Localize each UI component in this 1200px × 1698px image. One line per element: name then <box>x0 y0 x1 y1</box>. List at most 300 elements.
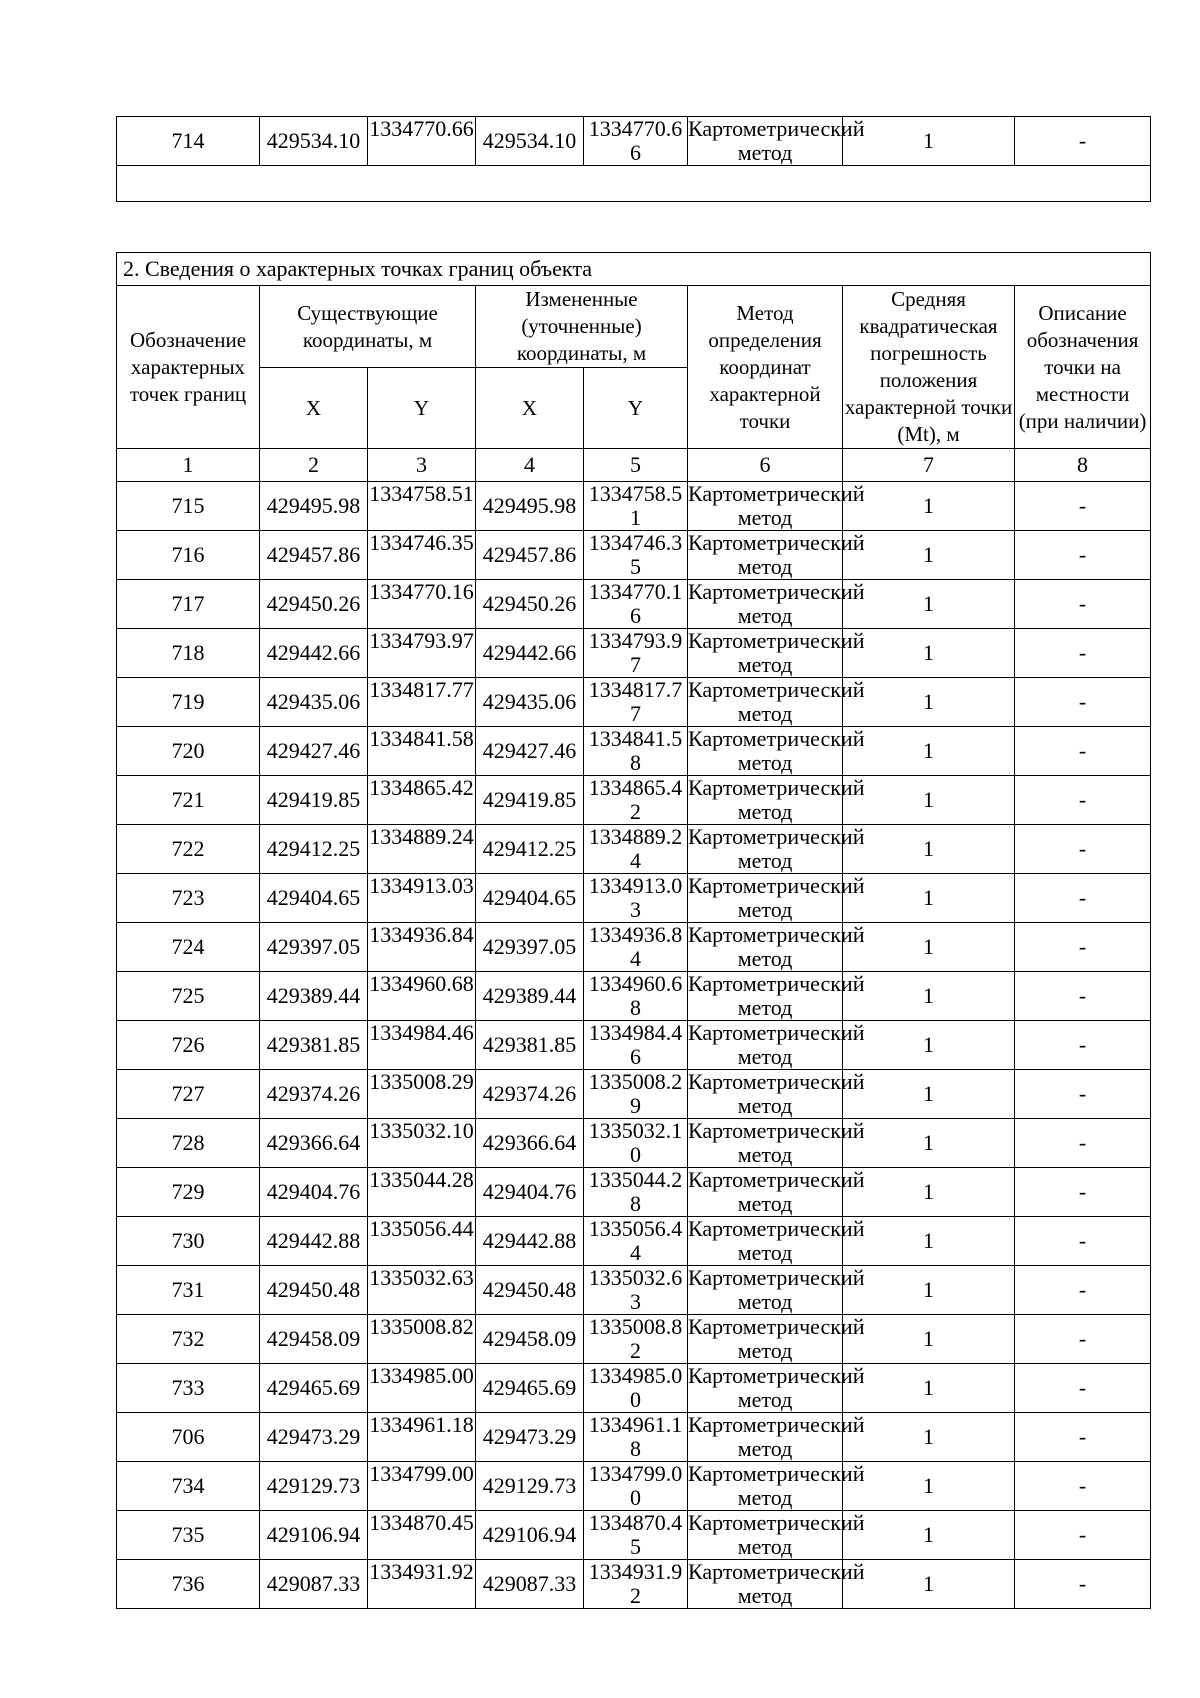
existing-y-cell-text: 1334985.00 <box>369 1363 474 1388</box>
point-id-cell-text: 728 <box>171 1130 205 1155</box>
mt-cell-text: 1 <box>923 1277 934 1302</box>
point-id-cell-text: 723 <box>171 885 205 910</box>
existing-x-cell <box>260 580 368 629</box>
description-cell <box>1015 1266 1151 1315</box>
method-cell-text: Картометрический метод <box>688 1069 865 1118</box>
table-row <box>117 580 1151 629</box>
point-id-cell <box>117 776 260 825</box>
method-cell <box>688 1363 865 1413</box>
existing-y-cell <box>368 117 476 166</box>
changed-x-cell-text: 429106.94 <box>482 1522 577 1547</box>
changed-y-cell-text: 1334931.92 <box>588 1559 683 1608</box>
existing-y-cell <box>368 1266 476 1315</box>
description-cell-text: - <box>1078 1522 1087 1547</box>
point-id-cell-text: 706 <box>171 1424 205 1449</box>
existing-x-cell-text: 429404.65 <box>266 885 361 910</box>
table-row <box>117 1217 1151 1266</box>
header-method: Метод определения координат характерной точки <box>688 286 843 449</box>
method-cell <box>688 1314 865 1364</box>
point-id-cell-text: 725 <box>171 983 205 1008</box>
changed-x-cell <box>476 1364 584 1413</box>
mt-cell-text: 1 <box>923 738 934 763</box>
table-row <box>117 1560 1151 1609</box>
point-id-cell-text: 724 <box>171 934 205 959</box>
mt-cell-text: 1 <box>923 983 934 1008</box>
mt-cell-text: 1 <box>923 1032 934 1057</box>
existing-x-cell-text: 429442.88 <box>266 1228 361 1253</box>
method-cell <box>688 726 865 776</box>
existing-x-cell <box>260 1364 368 1413</box>
changed-y-cell <box>584 1413 688 1462</box>
header-desc: Описание обозначения точки на местности (при наличии) <box>1015 286 1151 449</box>
changed-x-cell-text: 429087.33 <box>482 1571 577 1596</box>
changed-y-cell <box>584 1462 688 1511</box>
table-row <box>117 678 1151 727</box>
existing-y-cell-text: 1334758.51 <box>369 481 474 506</box>
changed-y-cell-text: 1334746.35 <box>588 530 683 579</box>
description-cell-text: - <box>1078 934 1087 959</box>
description-cell-text: - <box>1078 787 1087 812</box>
description-cell-text: - <box>1078 983 1087 1008</box>
description-cell-text: - <box>1078 640 1087 665</box>
mt-cell-text: 1 <box>923 128 934 153</box>
existing-x-cell-text: 429465.69 <box>266 1375 361 1400</box>
header-existing: Существующие координаты, м <box>260 286 476 368</box>
changed-y-cell-text: 1334936.84 <box>588 922 683 971</box>
method-cell-text: Картометрический метод <box>688 1216 865 1265</box>
description-cell-text: - <box>1078 1326 1087 1351</box>
existing-x-cell <box>260 1021 368 1070</box>
existing-x-cell-text: 429366.64 <box>266 1130 361 1155</box>
changed-y-cell <box>584 825 688 874</box>
description-cell <box>1015 629 1151 678</box>
changed-y-cell-text: 1334817.77 <box>588 677 683 726</box>
changed-x-cell-text: 429534.10 <box>482 128 577 153</box>
mt-cell-text: 1 <box>923 542 934 567</box>
changed-y-cell-text: 1335008.82 <box>588 1314 683 1363</box>
existing-y-cell <box>368 1511 476 1560</box>
point-id-cell-text: 717 <box>171 591 205 616</box>
method-cell <box>688 1020 865 1070</box>
changed-y-cell <box>584 1021 688 1070</box>
table-row <box>117 923 1151 972</box>
changed-y-cell-text: 1334793.97 <box>588 628 683 677</box>
changed-y-cell <box>584 629 688 678</box>
mt-cell-text: 1 <box>923 787 934 812</box>
mt-cell <box>843 1070 1015 1119</box>
changed-x-cell-text: 429458.09 <box>482 1326 577 1351</box>
existing-y-cell <box>368 825 476 874</box>
point-id-cell <box>117 629 260 678</box>
existing-y-cell-text: 1334936.84 <box>369 922 474 947</box>
changed-y-cell-text: 1334770.16 <box>588 579 683 628</box>
description-cell-text: - <box>1078 885 1087 910</box>
mt-cell-text: 1 <box>923 1571 934 1596</box>
changed-y-cell <box>584 531 688 580</box>
changed-y-cell-text: 1335032.63 <box>588 1265 683 1314</box>
method-cell-text: Картометрический метод <box>688 579 865 628</box>
changed-y-cell <box>584 1364 688 1413</box>
point-id-cell-text: 715 <box>171 493 205 518</box>
description-cell-text: - <box>1078 1179 1087 1204</box>
existing-y-cell <box>368 923 476 972</box>
method-cell <box>688 1461 865 1511</box>
description-cell-text: - <box>1078 1424 1087 1449</box>
existing-y-cell <box>368 1364 476 1413</box>
existing-x-cell <box>260 972 368 1021</box>
existing-y-cell <box>368 1119 476 1168</box>
table-row <box>117 482 1151 531</box>
changed-x-cell <box>476 972 584 1021</box>
existing-y-cell <box>368 727 476 776</box>
mt-cell <box>843 117 1015 166</box>
existing-x-cell-text: 429450.26 <box>266 591 361 616</box>
existing-y-cell-text: 1334913.03 <box>369 873 474 898</box>
description-cell-text: - <box>1078 1375 1087 1400</box>
method-cell <box>688 1167 865 1217</box>
changed-x-cell-text: 429366.64 <box>482 1130 577 1155</box>
changed-x-cell <box>476 1560 584 1609</box>
method-cell-text: Картометрический метод <box>688 775 865 824</box>
existing-y-cell-text: 1334865.42 <box>369 775 474 800</box>
point-id-cell <box>117 117 260 166</box>
existing-x-cell-text: 429495.98 <box>266 493 361 518</box>
header-point: Обозначение характерных точек границ <box>117 286 260 449</box>
point-id-cell <box>117 727 260 776</box>
mt-cell <box>843 776 1015 825</box>
mt-cell <box>843 1413 1015 1462</box>
method-cell-text: Картометрический метод <box>688 1363 865 1412</box>
method-cell-text: Картометрический метод <box>688 922 865 971</box>
changed-x-cell-text: 429389.44 <box>482 983 577 1008</box>
method-cell <box>688 922 865 972</box>
changed-x-cell <box>476 923 584 972</box>
existing-y-cell-text: 1334960.68 <box>369 971 474 996</box>
changed-x-cell <box>476 482 584 531</box>
existing-y-cell <box>368 629 476 678</box>
mt-cell-text: 1 <box>923 591 934 616</box>
changed-x-cell-text: 429473.29 <box>482 1424 577 1449</box>
mt-cell <box>843 531 1015 580</box>
description-cell-text: - <box>1078 1277 1087 1302</box>
col-number: 3 <box>368 449 476 482</box>
existing-y-cell <box>368 1462 476 1511</box>
changed-x-cell <box>476 1021 584 1070</box>
existing-x-cell-text: 429381.85 <box>266 1032 361 1057</box>
method-cell-text: Картометрический метод <box>688 116 865 165</box>
existing-y-cell-text: 1334931.92 <box>369 1559 474 1584</box>
table-row <box>117 1119 1151 1168</box>
method-cell <box>688 1069 865 1119</box>
changed-y-cell <box>584 117 688 166</box>
existing-y-cell <box>368 1168 476 1217</box>
existing-x-cell <box>260 776 368 825</box>
changed-y-cell-text: 1334960.68 <box>588 971 683 1020</box>
method-cell <box>688 873 865 923</box>
existing-x-cell <box>260 825 368 874</box>
changed-y-cell <box>584 580 688 629</box>
description-cell <box>1015 776 1151 825</box>
method-cell <box>688 1559 865 1609</box>
method-cell-text: Картометрический метод <box>688 481 865 530</box>
method-cell-text: Картометрический метод <box>688 530 865 579</box>
changed-x-cell-text: 429397.05 <box>482 934 577 959</box>
point-id-cell <box>117 972 260 1021</box>
method-cell-text: Картометрический метод <box>688 1412 865 1461</box>
mt-cell-text: 1 <box>923 836 934 861</box>
table-row <box>117 1413 1151 1462</box>
existing-y-cell-text: 1335008.82 <box>369 1314 474 1339</box>
method-cell-text: Картометрический метод <box>688 1167 865 1216</box>
changed-y-cell-text: 1334865.42 <box>588 775 683 824</box>
existing-x-cell-text: 429458.09 <box>266 1326 361 1351</box>
changed-y-cell-text: 1335056.44 <box>588 1216 683 1265</box>
existing-x-cell <box>260 874 368 923</box>
mt-cell <box>843 629 1015 678</box>
table-row <box>117 776 1151 825</box>
existing-y-cell-text: 1334817.77 <box>369 677 474 702</box>
point-id-cell-text: 736 <box>171 1571 205 1596</box>
existing-x-cell <box>260 1413 368 1462</box>
points-table-body <box>117 482 1151 1609</box>
table-row <box>117 117 1151 166</box>
method-cell-text: Картометрический метод <box>688 824 865 873</box>
header-x-changed: X <box>476 368 584 449</box>
mt-cell-text: 1 <box>923 493 934 518</box>
changed-x-cell-text: 429404.65 <box>482 885 577 910</box>
header-changed: Измененные (уточненные) координаты, м <box>476 286 688 368</box>
method-cell <box>688 1412 865 1462</box>
description-cell <box>1015 1070 1151 1119</box>
existing-x-cell <box>260 1070 368 1119</box>
existing-x-cell-text: 429427.46 <box>266 738 361 763</box>
existing-y-cell <box>368 1315 476 1364</box>
existing-y-cell-text: 1334746.35 <box>369 530 474 555</box>
existing-y-cell <box>368 1413 476 1462</box>
existing-y-cell <box>368 678 476 727</box>
existing-x-cell-text: 429442.66 <box>266 640 361 665</box>
method-cell-text: Картометрический метод <box>688 628 865 677</box>
changed-y-cell-text: 1334799.00 <box>588 1461 683 1510</box>
changed-x-cell <box>476 1217 584 1266</box>
mt-cell <box>843 1266 1015 1315</box>
description-cell-text: - <box>1078 689 1087 714</box>
existing-x-cell-text: 429397.05 <box>266 934 361 959</box>
changed-y-cell-text: 1334961.18 <box>588 1412 683 1461</box>
col-number: 2 <box>260 449 368 482</box>
existing-y-cell-text: 1335032.10 <box>369 1118 474 1143</box>
description-cell <box>1015 1413 1151 1462</box>
existing-x-cell <box>260 117 368 166</box>
table-row <box>117 1168 1151 1217</box>
description-cell-text: - <box>1078 493 1087 518</box>
changed-y-cell <box>584 1070 688 1119</box>
existing-x-cell <box>260 1217 368 1266</box>
description-cell-text: - <box>1078 1081 1087 1106</box>
header-y-changed: Y <box>584 368 688 449</box>
mt-cell <box>843 1021 1015 1070</box>
existing-x-cell <box>260 482 368 531</box>
existing-y-cell <box>368 874 476 923</box>
description-cell-text: - <box>1078 542 1087 567</box>
changed-y-cell-text: 1334841.58 <box>588 726 683 775</box>
table-row <box>117 1364 1151 1413</box>
point-id-cell <box>117 874 260 923</box>
existing-x-cell-text: 429450.48 <box>266 1277 361 1302</box>
changed-x-cell <box>476 1168 584 1217</box>
point-id-cell <box>117 1168 260 1217</box>
existing-x-cell-text: 429419.85 <box>266 787 361 812</box>
header-row-1 <box>117 286 1151 368</box>
existing-x-cell-text: 429389.44 <box>266 983 361 1008</box>
changed-x-cell <box>476 580 584 629</box>
method-cell-text: Картометрический метод <box>688 1265 865 1314</box>
mt-cell <box>843 1217 1015 1266</box>
description-cell-text: - <box>1078 1228 1087 1253</box>
method-cell-text: Картометрический метод <box>688 1314 865 1363</box>
changed-x-cell-text: 429465.69 <box>482 1375 577 1400</box>
changed-y-cell-text: 1335044.28 <box>588 1167 683 1216</box>
changed-y-cell <box>584 678 688 727</box>
changed-y-cell <box>584 1168 688 1217</box>
continuation-table-body <box>117 117 1151 166</box>
changed-x-cell-text: 429404.76 <box>482 1179 577 1204</box>
mt-cell <box>843 874 1015 923</box>
method-cell <box>688 1265 865 1315</box>
existing-x-cell <box>260 727 368 776</box>
existing-y-cell-text: 1334799.00 <box>369 1461 474 1486</box>
changed-x-cell <box>476 727 584 776</box>
point-id-cell <box>117 923 260 972</box>
col-number: 7 <box>843 449 1015 482</box>
mt-cell <box>843 1364 1015 1413</box>
existing-x-cell-text: 429457.86 <box>266 542 361 567</box>
mt-cell <box>843 482 1015 531</box>
method-cell <box>688 971 865 1021</box>
changed-x-cell-text: 429450.48 <box>482 1277 577 1302</box>
existing-x-cell-text: 429473.29 <box>266 1424 361 1449</box>
description-cell-text: - <box>1078 1473 1087 1498</box>
method-cell-text: Картометрический метод <box>688 971 865 1020</box>
description-cell <box>1015 117 1151 166</box>
existing-y-cell <box>368 1070 476 1119</box>
mt-cell <box>843 972 1015 1021</box>
point-id-cell-text: 731 <box>171 1277 205 1302</box>
point-id-cell <box>117 1266 260 1315</box>
changed-x-cell-text: 429419.85 <box>482 787 577 812</box>
point-id-cell <box>117 678 260 727</box>
changed-y-cell <box>584 874 688 923</box>
mt-cell-text: 1 <box>923 689 934 714</box>
mt-cell-text: 1 <box>923 1424 934 1449</box>
changed-y-cell-text: 1335032.10 <box>588 1118 683 1167</box>
changed-x-cell <box>476 1266 584 1315</box>
method-cell <box>688 530 865 580</box>
description-cell <box>1015 1217 1151 1266</box>
point-id-cell-text: 721 <box>171 787 205 812</box>
table-row <box>117 1315 1151 1364</box>
description-cell <box>1015 874 1151 923</box>
changed-y-cell <box>584 1217 688 1266</box>
existing-y-cell <box>368 580 476 629</box>
existing-x-cell-text: 429435.06 <box>266 689 361 714</box>
existing-x-cell <box>260 1462 368 1511</box>
description-cell-text: - <box>1078 738 1087 763</box>
continuation-table <box>116 116 1151 202</box>
mt-cell <box>843 678 1015 727</box>
existing-y-cell <box>368 531 476 580</box>
changed-y-cell <box>584 776 688 825</box>
description-cell-text: - <box>1078 1130 1087 1155</box>
changed-x-cell <box>476 825 584 874</box>
existing-y-cell <box>368 1021 476 1070</box>
existing-y-cell-text: 1335032.63 <box>369 1265 474 1290</box>
existing-y-cell-text: 1335008.29 <box>369 1069 474 1094</box>
method-cell <box>688 1216 865 1266</box>
description-cell-text: - <box>1078 1571 1087 1596</box>
point-id-cell-text: 732 <box>171 1326 205 1351</box>
changed-y-cell <box>584 482 688 531</box>
changed-y-cell-text: 1334913.03 <box>588 873 683 922</box>
header-mt: Средняя квадратическая погрешность положения характерной точки (Mt), м <box>843 286 1015 449</box>
point-id-cell-text: 719 <box>171 689 205 714</box>
changed-x-cell-text: 429442.88 <box>482 1228 577 1253</box>
mt-cell-text: 1 <box>923 1473 934 1498</box>
method-cell <box>688 677 865 727</box>
changed-x-cell <box>476 1462 584 1511</box>
existing-y-cell-text: 1334841.58 <box>369 726 474 751</box>
column-number-row <box>117 449 1151 482</box>
method-cell-text: Картометрический метод <box>688 1118 865 1167</box>
existing-y-cell-text: 1335056.44 <box>369 1216 474 1241</box>
changed-x-cell <box>476 629 584 678</box>
col-number: 1 <box>117 449 260 482</box>
changed-x-cell <box>476 874 584 923</box>
changed-y-cell <box>584 1315 688 1364</box>
changed-x-cell-text: 429412.25 <box>482 836 577 861</box>
changed-y-cell <box>584 1119 688 1168</box>
existing-y-cell-text: 1334870.45 <box>369 1510 474 1535</box>
description-cell <box>1015 727 1151 776</box>
mt-cell <box>843 825 1015 874</box>
point-id-cell <box>117 1021 260 1070</box>
point-id-cell <box>117 1070 260 1119</box>
existing-x-cell-text: 429534.10 <box>266 128 361 153</box>
mt-cell <box>843 1462 1015 1511</box>
table-row <box>117 1266 1151 1315</box>
existing-x-cell-text: 429106.94 <box>266 1522 361 1547</box>
table-row <box>117 531 1151 580</box>
changed-x-cell-text: 429129.73 <box>482 1473 577 1498</box>
existing-x-cell <box>260 1315 368 1364</box>
point-id-cell <box>117 1119 260 1168</box>
method-cell-text: Картометрический метод <box>688 873 865 922</box>
description-cell <box>1015 1364 1151 1413</box>
mt-cell-text: 1 <box>923 1179 934 1204</box>
method-cell <box>688 628 865 678</box>
point-id-cell <box>117 1511 260 1560</box>
changed-y-cell-text: 1335008.29 <box>588 1069 683 1118</box>
col-number: 8 <box>1015 449 1151 482</box>
mt-cell-text: 1 <box>923 1081 934 1106</box>
changed-y-cell <box>584 1511 688 1560</box>
mt-cell-text: 1 <box>923 1522 934 1547</box>
col-number: 5 <box>584 449 688 482</box>
mt-cell <box>843 923 1015 972</box>
changed-x-cell-text: 429457.86 <box>482 542 577 567</box>
existing-y-cell <box>368 482 476 531</box>
existing-y-cell-text: 1334793.97 <box>369 628 474 653</box>
